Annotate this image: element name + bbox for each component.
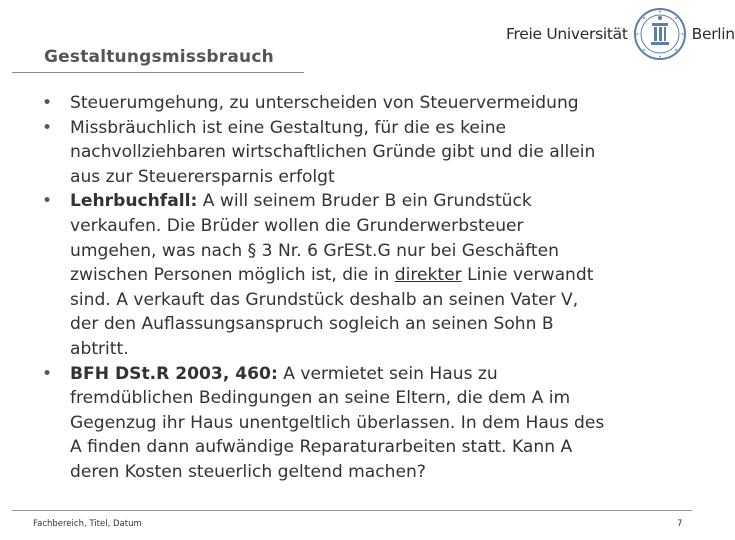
title-divider	[12, 72, 304, 73]
bullet-icon: •	[42, 363, 53, 384]
bullet-line: A vermietet sein Haus zu	[277, 363, 498, 384]
footer-divider	[12, 510, 692, 511]
university-seal-icon	[632, 6, 688, 62]
bullet-icon: •	[42, 191, 53, 212]
bullet-line: Linie verwandt	[461, 265, 594, 286]
bullet-line: zwischen Personen möglich ist, die in	[70, 265, 395, 286]
bullet-line: umgehen, was nach § 3 Nr. 6 GrESt.G nur bei Geschäften	[70, 240, 559, 261]
bullet-line: nachvollziehbaren wirtschaftlichen Gründe gibt und die allein	[70, 142, 596, 163]
bullet-line: abtritt.	[70, 338, 129, 359]
list-item	[42, 362, 706, 485]
bullet-line: verkaufen. Die Brüder wollen die Grunderwerbsteuer	[70, 215, 524, 236]
bullet-line: fremdüblichen Bedingungen an seine Eltern, die dem A im	[70, 388, 571, 409]
bullet-line: deren Kosten steuerlich geltend machen?	[70, 461, 426, 482]
bullet-line: Missbräuchlich ist eine Gestaltung, für die es keine	[70, 117, 507, 138]
list-item	[42, 189, 706, 361]
page-number: 7	[677, 519, 683, 529]
footer-info: Fachbereich, Titel, Datum	[33, 519, 142, 529]
bullet-label: BFH DSt.R 2003, 460:	[70, 363, 278, 384]
bullet-icon: •	[42, 93, 53, 113]
list-item	[42, 91, 706, 116]
list-item	[42, 116, 706, 190]
logo-text-left: Freie Universität	[506, 25, 628, 43]
underlined-word: direkter	[394, 265, 462, 286]
bullet-line: Gegenzug ihr Haus unentgeltlich überlassen. In dem Haus des	[70, 412, 605, 433]
bullet-line: der den Auflassungsanspruch sogleich an seinen Sohn B	[70, 314, 554, 335]
university-logo	[506, 6, 735, 62]
bullet-line: sind. A verkauft das Grundstück deshalb an seinen Vater V,	[70, 289, 579, 310]
bullet-line: A will seinem Bruder B ein Grundstück	[197, 191, 532, 212]
bullet-line: aus zur Steuerersparnis erfolgt	[70, 166, 335, 187]
bullet-icon: •	[42, 117, 53, 138]
slide-title: Gestaltungsmissbrauch	[44, 47, 274, 67]
bullet-text: Steuerumgehung, zu unterscheiden von Steuervermeidung	[70, 93, 579, 113]
logo-text-right: Berlin	[691, 25, 735, 43]
bullet-list	[42, 91, 706, 485]
bullet-line: A finden dann aufwändige Reparaturarbeiten statt. Kann A	[70, 437, 573, 458]
bullet-label: Lehrbuchfall:	[70, 191, 198, 212]
